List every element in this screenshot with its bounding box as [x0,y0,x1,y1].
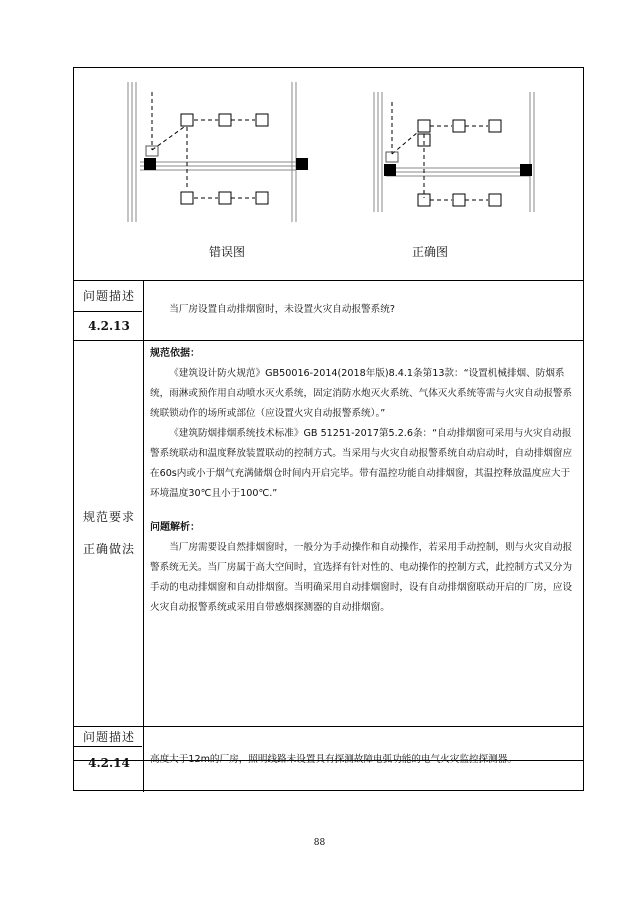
analysis-paragraph: 当厂房需要设自然排烟窗时，一般分为手动操作和自动操作，若采用手动控制，则与火灾自动报警系统无关。当厂房属于高大空间时，宜选择有针对性的、电动操作的控制方式，此控制方式又分为手动的电动排烟窗和自动排烟窗。当明确采用自动排烟窗时，设有自动排烟窗联动开启的厂房，应设火灾自动报警系统或采用自带感烟探测器的自动排烟窗。 [150,542,573,613]
inspection-table [73,67,584,791]
basis-paragraph-2: 《建筑防烟排烟系统技术标准》GB 51251-2017第5.2.6条：“自动排烟窗可采用与火灾自动报警系统联动和温度释放装置联动的控制方式。当采用与火灾自动报警系统自动启动时，自动排烟窗应在60s内或小于烟气充满储烟仓时间内开启完毕。带有温控功能自动排烟窗，其温控释放温度应大于环境温度30℃且小于100℃.” [150,428,573,499]
requirement-label-line2: 正确做法 [82,542,135,556]
correct-figure-caption: 正确图 [412,245,449,259]
basis-paragraph-1: 《建筑设计防火规范》GB50016-2014(2018年版)8.4.1条第13款：“设置机械排烟、防烟系统，雨淋或预作用自动喷水灭火系统，固定消防水炮灭火系统、气体灭火系统等需与火灾自动报警系统联锁动作的场所或部位（应设置火灾自动报警系统）。” [150,368,573,419]
requirement-content [150,344,577,618]
wrong-figure-caption: 错误图 [209,245,246,259]
page-number: 88 [313,838,326,848]
problem-description-4-2-13: 当厂房设置自动排烟窗时，未设置火灾自动报警系统? [169,304,395,315]
requirement-label-line1: 规范要求 [82,510,135,524]
requirement-label [74,340,144,726]
problem-label-4-2-14: 问题描述 [82,729,135,744]
problem-description-4-2-14: 高度大于12m的厂房，照明线路未设置具有探测故障电弧功能的电气火灾监控探测器。 [150,754,517,765]
analysis-heading: 问题解析： [150,522,200,533]
basis-heading: 规范依据： [150,348,200,359]
problem-label-4-2-13: 问题描述 [82,289,135,303]
item-code-4-2-14: 4.2.14 [88,756,130,770]
item-code-4-2-13: 4.2.13 [88,318,130,333]
